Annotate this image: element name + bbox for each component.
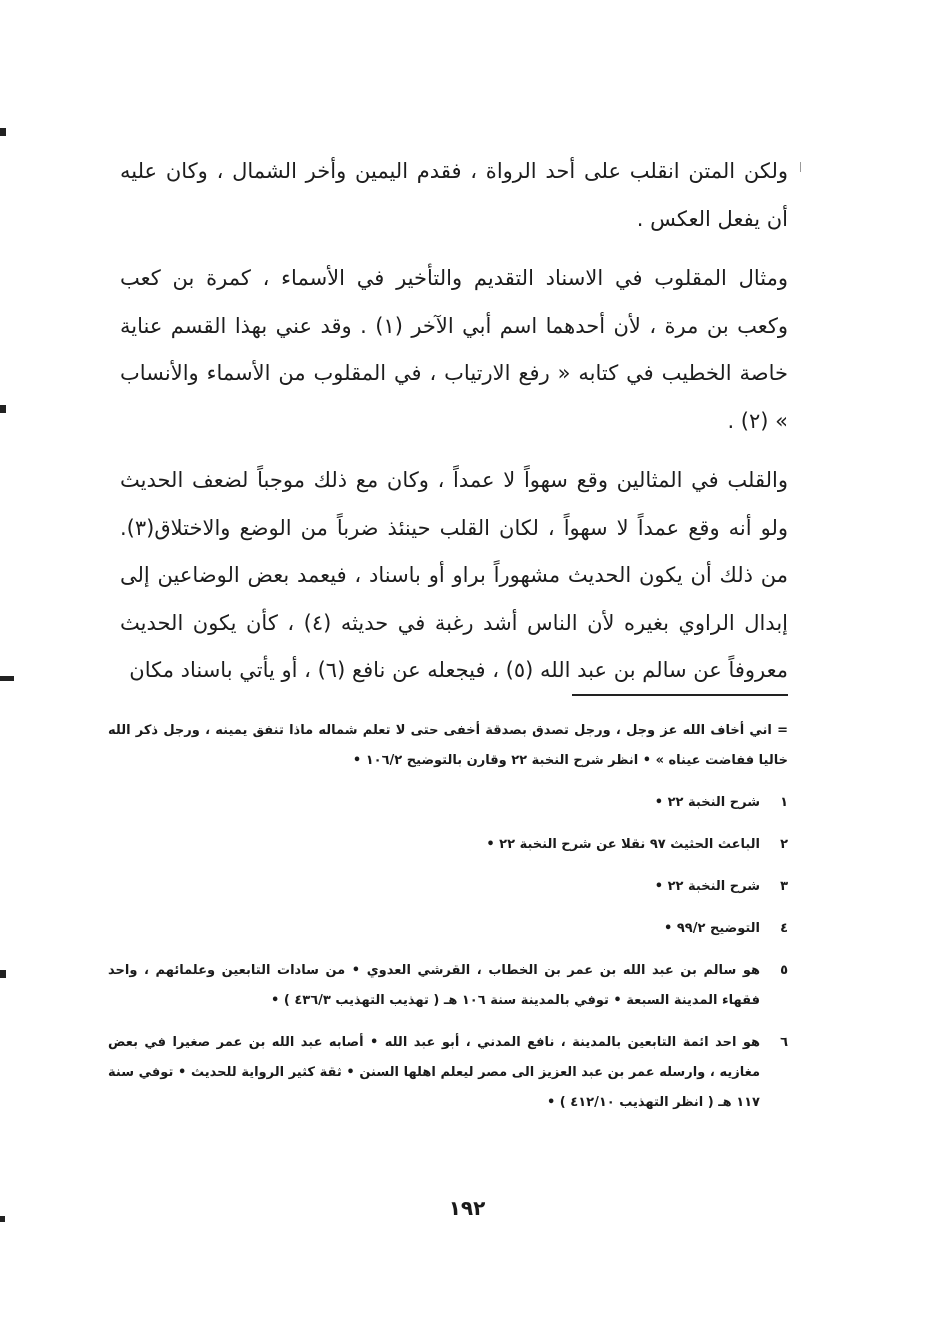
margin-mark	[0, 676, 14, 681]
footnote-text: هو احد ائمة التابعين بالمدينة ، نافع المدني ، أبو عبد الله • أصابه عبد الله بن عمر صغيرا في بعض مغازيه ، وارسله عمر بن عبد العزيز الى مصر ليعلم اهلها السنن • ثقة كثير الرواية للحديث • توفي سنة ١١٧ هـ ( انظر التهذيب ٤١٢/١٠ ) •	[108, 1035, 760, 1110]
footnote-text: التوضيح ٩٩/٢ •	[664, 921, 760, 936]
footnote-number: ٢	[780, 837, 788, 852]
footnote-text: الباعث الحثيث ٩٧ نقلا عن شرح النخبة ٢٢ •	[486, 837, 760, 852]
margin-tick	[800, 162, 801, 172]
paragraph-1: ولكن المتن انقلب على أحد الرواة ، فقدم اليمين وأخر الشمال ، وكان عليه أن يفعل العكس .	[120, 159, 788, 231]
footnote-number: ٦	[780, 1035, 788, 1050]
main-text	[120, 148, 788, 695]
footnote-number: ٥	[780, 963, 788, 978]
footnote-item	[108, 788, 788, 818]
margin-mark	[0, 405, 6, 413]
footnote-number: ٣	[780, 879, 788, 894]
footnote-item	[108, 872, 788, 902]
footnote-item	[108, 956, 788, 1016]
page-number: ١٩٢	[448, 1196, 486, 1220]
footnote-item	[108, 830, 788, 860]
footnotes	[108, 716, 788, 1130]
footnote-text: شرح النخبة ٢٢ •	[654, 795, 760, 810]
footnote-item	[108, 914, 788, 944]
paragraph-2: ومثال المقلوب في الاسناد التقديم والتأخير في الأسماء ، كمرة بن كعب وكعب بن مرة ، لأن أحدهما اسم أبي الآخر (١) . وقد عني بهذا القسم عناية خاصة الخطيب في كتابه « رفع الارتياب ، في المقلوب من الأسماء والأنساب » (٢) .	[120, 266, 788, 433]
footnote-item	[108, 1028, 788, 1118]
footnote-separator	[572, 694, 788, 696]
footnote-text: شرح النخبة ٢٢ •	[654, 879, 760, 894]
margin-mark	[0, 128, 6, 136]
footnote-continuation: = اني أخاف الله عز وجل ، ورجل تصدق بصدقة أخفى حتى لا تعلم شماله ماذا تنفق يمينه ، ورجل ذكر الله خاليا ففاضت عيناه » • انظر شرح النخبة ٢٢ وقارن بالتوضيح ١٠٦/٢ •	[108, 723, 788, 768]
footnote-number: ١	[780, 795, 788, 810]
paragraph-3: والقلب في المثالين وقع سهواً لا عمداً ، وكان مع ذلك موجباً لضعف الحديث ولو أنه وقع عمداً لا سهواً ، لكان القلب حينئذ ضرباً من الوضع والاختلاق(٣). من ذلك أن يكون الحديث مشهوراً براو أو باسناد ، فيعمد بعض الوضاعين إلى إبدال الراوي بغيره لأن الناس أشد رغبة في حديثه (٤) ، كأن يكون الحديث معروفاً عن سالم بن عبد الله (٥) ، فيجعله عن نافع (٦) ، أو يأتي باسناد مكان	[120, 468, 788, 682]
margin-mark	[0, 970, 6, 978]
footnote-number: ٤	[780, 921, 788, 936]
footnote-text: هو سالم بن عبد الله بن عمر بن الخطاب ، القرشي العدوي • من سادات التابعين وعلمائهم ، واحد فقهاء المدينة السبعة • توفي بالمدينة سنة ١٠٦ هـ ( تهذيب التهذيب ٤٣٦/٣ ) •	[108, 963, 760, 1008]
